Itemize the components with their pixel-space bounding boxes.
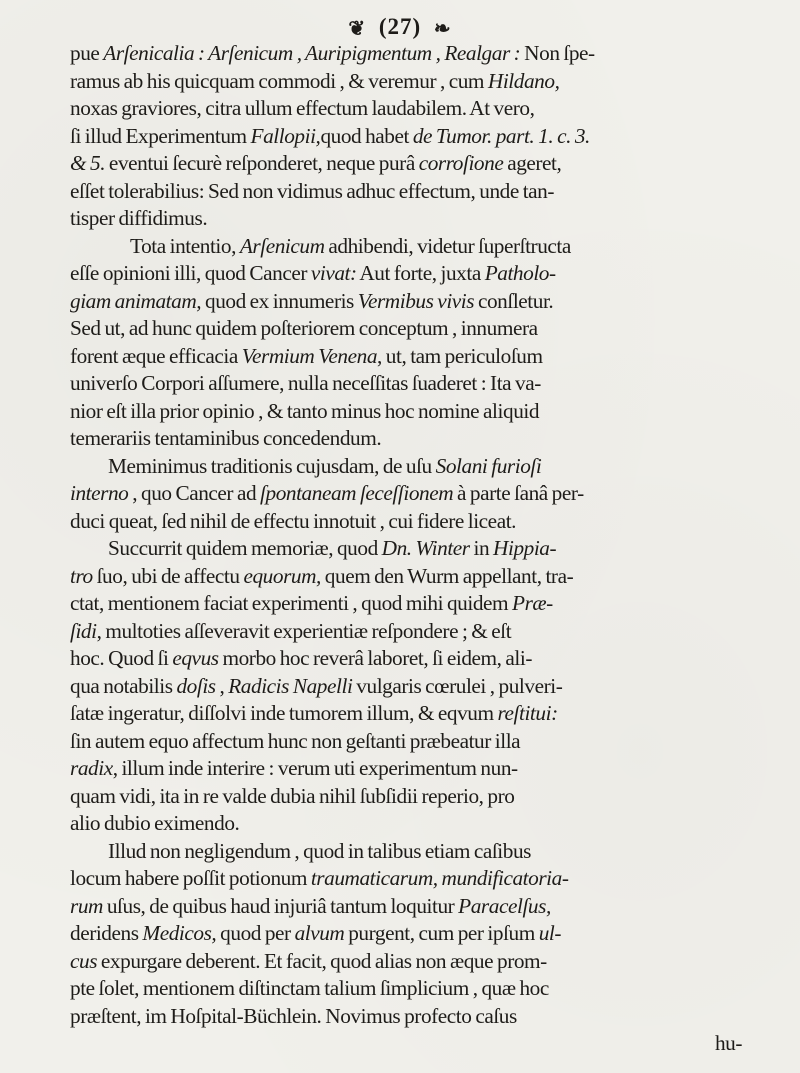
text-line: [70, 453, 782, 481]
text-segment: eſſe opinioni illi, quod Cancer: [70, 261, 311, 285]
italic-text: eqvus: [172, 646, 219, 670]
text-line: [70, 975, 782, 1003]
text-segment: duci queat, ſed nihil de effectu innotuit , cui fidere liceat.: [70, 508, 517, 533]
text-line: [70, 563, 782, 591]
italic-text: doſis: [176, 673, 216, 698]
text-line: [70, 755, 782, 783]
text-line: [70, 288, 782, 316]
text-segment: Novimus profecto caſus: [321, 1003, 517, 1028]
italic-text: de Tumor. part. 1. c. 3.: [412, 123, 590, 148]
italic-text: Vermibus vivis: [357, 288, 475, 313]
text-line: [70, 480, 782, 508]
text-line: [70, 673, 782, 701]
text-segment: uſus, de quibus haud injuriâ tantum loquitur: [102, 893, 459, 918]
italic-text: Fallopii,: [250, 123, 321, 148]
text-segment: quod per: [216, 921, 295, 945]
text-segment: vulgaris cœrulei , pulveri-: [352, 673, 563, 698]
text-line: [70, 178, 782, 206]
text-segment: adhibendi, videtur ſuperſtructa: [324, 233, 571, 258]
italic-text: corroſione: [418, 151, 504, 175]
text-line: [70, 150, 782, 178]
italic-text: rum: [70, 893, 103, 918]
italic-text: Medicos,: [142, 921, 217, 945]
text-segment: ageret,: [503, 151, 562, 175]
italic-text: Arſenicum: [239, 233, 325, 258]
text-line: [70, 370, 782, 398]
text-line: [70, 508, 782, 536]
text-segment: ctat, mentionem faciat experimenti , quod mihi quidem: [70, 591, 513, 615]
italic-text: cus: [70, 948, 98, 973]
text-line: [70, 260, 782, 288]
text-segment: qua notabilis: [70, 673, 177, 698]
text-line: [70, 728, 782, 756]
text-segment: præſtent, im Hoſpital-Büchlein.: [70, 1003, 322, 1028]
text-segment: ſin autem equo affectum hunc non geſtanti præbeatur illa: [70, 728, 521, 753]
text-segment: quam vidi, ita in re valde dubia nihil ſubſidii reperio, pro: [70, 783, 515, 808]
text-line: [70, 425, 782, 453]
text-segment: forent æque efficacia: [70, 343, 242, 368]
text-line: [70, 783, 782, 811]
italic-text: tro: [70, 563, 93, 588]
text-line: [70, 123, 782, 151]
text-segment: Illud non negligendum , quod in talibus etiam caſibus: [108, 838, 532, 863]
text-segment: morbo hoc reverâ laboret, ſi eidem, ali-: [218, 646, 532, 670]
text-segment: purgent, cum per ipſum: [344, 921, 539, 945]
text-segment: quod habet: [320, 123, 413, 148]
text-line: [70, 1003, 782, 1031]
text-segment: deridens: [70, 921, 143, 945]
italic-text: ſidi: [70, 618, 97, 643]
italic-text: Hippia-: [493, 536, 557, 560]
italic-text: alvum: [294, 921, 345, 945]
text-segment: , quo Cancer ad: [128, 481, 261, 505]
text-segment: ſi illud Experimentum: [70, 123, 251, 148]
text-segment: conſletur.: [474, 288, 554, 313]
text-line: [70, 865, 782, 893]
italic-text: ul-: [538, 921, 562, 945]
italic-text: Radicis Napelli: [228, 673, 353, 698]
text-segment: temerariis tentaminibus concedendum.: [70, 426, 382, 450]
text-line: [70, 205, 782, 233]
text-segment: tisper diffidimus.: [70, 206, 208, 230]
text-segment: Aut forte, juxta: [356, 261, 485, 285]
italic-text: ſpontaneam ſeceſſionem: [260, 481, 454, 505]
text-line: [70, 893, 782, 921]
text-segment: pte ſolet, mentionem diſtinctam talium ſimplicium , quæ hoc: [70, 976, 549, 1000]
text-line: [70, 618, 782, 646]
text-segment: nior eſt illa prior opinio , & tanto minus hoc nomine aliquid: [70, 398, 540, 423]
italic-text: Solani furioſi: [435, 453, 542, 478]
text-segment: Meminimus traditionis cujusdam, de uſu: [108, 453, 436, 478]
text-segment: ramus ab his quicquam commodi , & veremur , cum: [70, 68, 488, 93]
text-segment: , illum inde interire : verum uti experimentum nun-: [112, 756, 518, 780]
italic-text: Patholo-: [484, 261, 556, 285]
text-line: [70, 398, 782, 426]
text-segment: hoc. Quod ſi: [70, 646, 173, 670]
text-segment: Tota intentio,: [130, 233, 240, 258]
text-segment: in: [469, 536, 494, 560]
text-line: [70, 68, 782, 96]
text-line: [70, 40, 782, 68]
text-segment: noxas graviores, citra ullum effectum laudabilem. At vero,: [70, 96, 535, 120]
text-segment: expurgare deberent. Et facit, quod alias non æque prom-: [97, 948, 547, 973]
text-line: [70, 838, 782, 866]
text-segment: à parte ſanâ per-: [453, 481, 584, 505]
text-segment: univerſo Corpori aſſumere, nulla neceſſitas ſuaderet : Ita va-: [70, 371, 541, 395]
italic-text: Arſenicalia : Arſenicum , Auripigmentum , Realgar :: [103, 41, 521, 65]
text-segment: Non ſpe-: [520, 41, 595, 65]
right-ornament-icon: ❧: [433, 17, 452, 40]
text-segment: ,: [215, 673, 229, 698]
text-line: [70, 535, 782, 563]
text-line: [70, 700, 782, 728]
page-header: [0, 12, 800, 44]
italic-text: Præ-: [512, 591, 553, 615]
left-ornament-icon: ❦: [348, 17, 367, 40]
text-line: [70, 95, 782, 123]
italic-text: radix: [70, 756, 113, 780]
text-segment: alio dubio eximendo.: [70, 811, 240, 835]
text-line: [70, 233, 782, 261]
italic-text: & 5.: [70, 151, 106, 175]
text-segment: quod ex innumeris: [201, 288, 358, 313]
italic-text: traumaticarum, mundificatoria-: [310, 866, 569, 890]
text-segment: Succurrit quidem memoriæ, quod: [108, 536, 382, 560]
italic-text: equorum,: [243, 563, 321, 588]
body-text: [70, 40, 782, 1058]
text-segment: quem den Wurm appellant, tra-: [320, 563, 574, 588]
text-segment: , multoties aſſeveravit experientiæ reſpondere ; & eſt: [96, 618, 512, 643]
text-line: [70, 948, 782, 976]
italic-text: Paracelſus,: [458, 893, 551, 918]
italic-text: vivat:: [310, 261, 357, 285]
text-line: [70, 810, 782, 838]
text-segment: pue: [70, 41, 104, 65]
text-segment: Sed ut, ad hunc quidem poſteriorem conceptum , innumera: [70, 316, 538, 340]
text-segment: , ut, tam periculoſum: [377, 343, 543, 368]
text-line: [70, 645, 782, 673]
text-line: [70, 590, 782, 618]
italic-text: Vermium Venena: [241, 343, 378, 368]
italic-text: reſtitui:: [497, 701, 558, 725]
page-number: (27): [378, 14, 422, 39]
text-segment: eſſet tolerabilius: Sed non vidimus adhuc effectum, unde tan-: [70, 178, 555, 203]
italic-text: Dn. Winter: [381, 536, 470, 560]
text-segment: ſatæ ingeratur, diſſolvi inde tumorem illum, & eqvum: [70, 701, 498, 725]
text-line: [70, 315, 782, 343]
text-segment: hu-: [714, 1031, 742, 1055]
text-line: [70, 343, 782, 371]
italic-text: giam animatam,: [70, 288, 202, 313]
italic-text: interno: [70, 481, 129, 505]
text-line: [70, 1030, 782, 1058]
text-segment: locum habere poſſit potionum: [70, 866, 311, 890]
italic-text: Hildano,: [487, 68, 560, 93]
text-segment: ſuo, ubi de affectu: [92, 563, 244, 588]
text-line: [70, 920, 782, 948]
text-segment: eventui ſecurè reſponderet, neque purâ: [105, 151, 419, 175]
